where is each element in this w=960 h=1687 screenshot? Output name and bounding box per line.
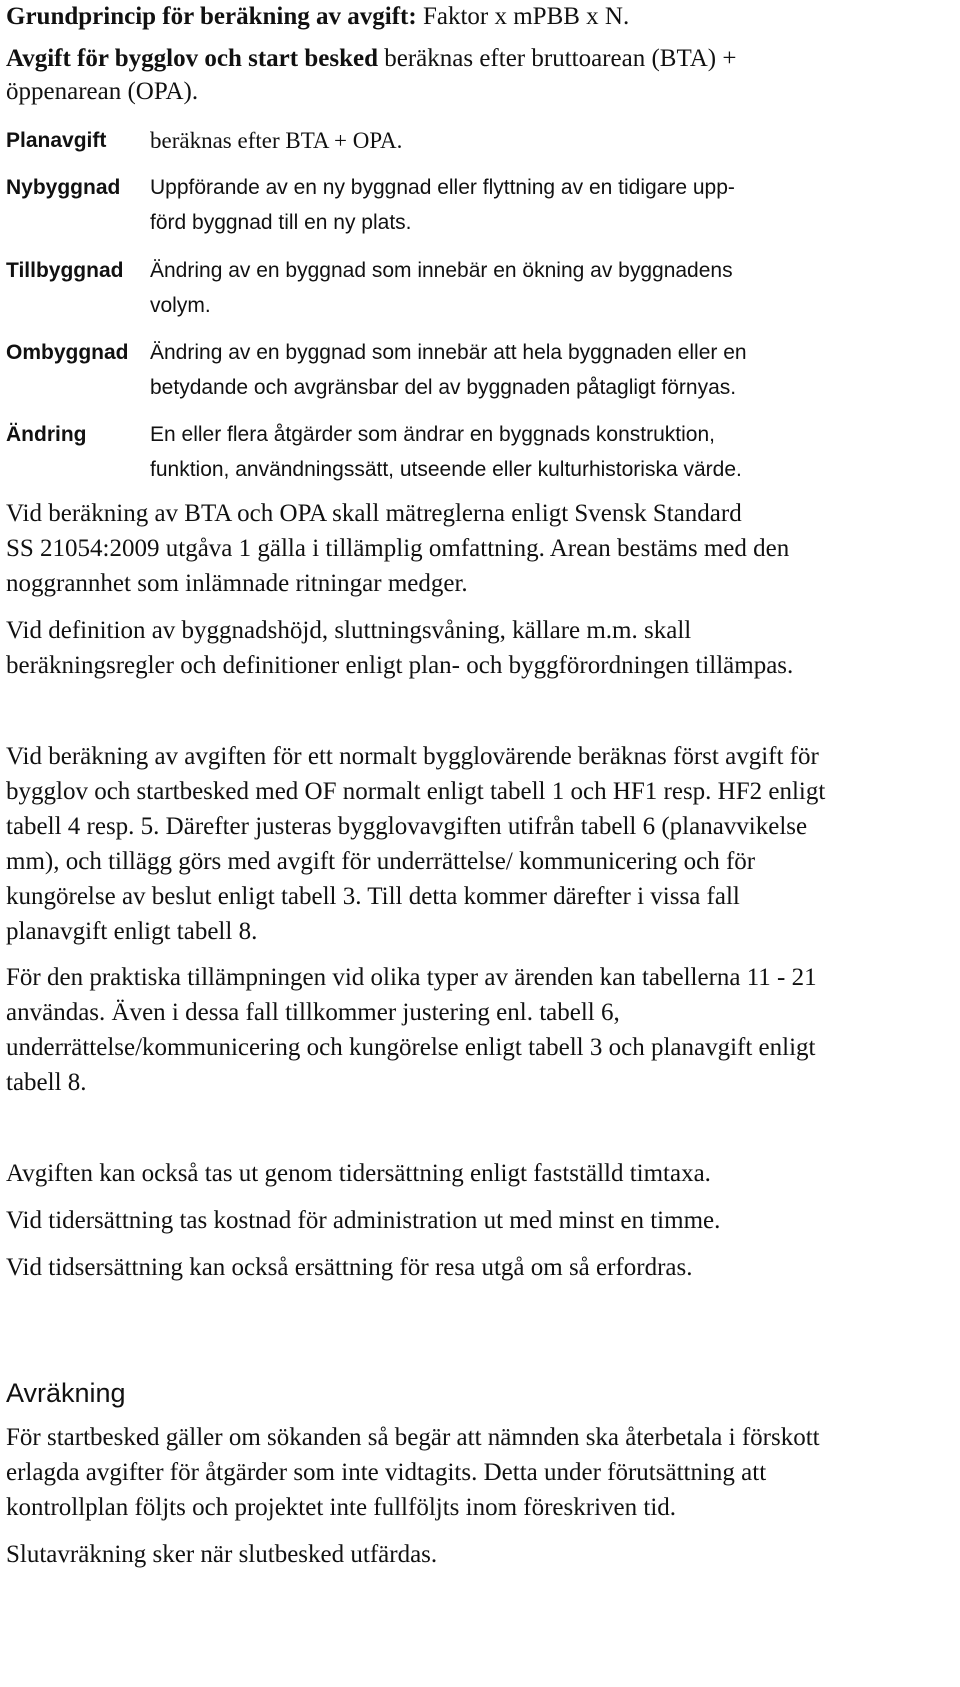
avrakning-line1: För startbesked gäller om sökanden så begär att nämnden ska återbetala i förskott [6,1424,820,1451]
p3-line2: bygglov och startbesked med OF normalt enligt tabell 1 och HF1 resp. HF2 enligt [6,778,826,805]
p1-line3: noggrannhet som inlämnade ritningar medger. [6,570,468,597]
p3-line1: Vid beräkning av avgiften för ett normalt bygglovärende beräknas först avgift för [6,743,819,770]
avgift-bygglov-line2: öppenarean (OPA). [6,78,199,105]
term-andring: Ändring [6,423,87,446]
p3-line6: planavgift enligt tabell 8. [6,918,258,945]
def-andring-line1: En eller flera åtgärder som ändrar en byggnads konstruktion, [150,423,715,446]
def-ombyggnad-line2: betydande och avgränsbar del av byggnaden påtagligt förnyas. [150,376,737,399]
def-nybyggnad-line2: förd byggnad till en ny plats. [150,211,412,234]
grundprincip-label: Grundprincip för beräkning av avgift: [6,3,417,30]
def-andring-line2: funktion, användningssätt, utseende eller kulturhistoriska värde. [150,458,742,481]
grundprincip-line [6,0,629,34]
term-nybyggnad: Nybyggnad [6,176,121,199]
p1-line2: SS 21054:2009 utgåva 1 gälla i tillämplig omfattning. Arean bestäms med den [6,535,790,562]
term-planavgift: Planavgift [6,129,107,152]
p2-line2: beräkningsregler och definitioner enligt plan- och byggförordningen tillämpas. [6,652,794,679]
term-ombyggnad: Ombyggnad [6,341,129,364]
avrakning-line3: kontrollplan följts och projektet inte fullföljts inom föreskriven tid. [6,1494,677,1521]
p5-line1: Avgiften kan också tas ut genom tidersättning enligt fastställd timtaxa. [6,1160,711,1187]
avgift-bygglov-label: Avgift för bygglov och start besked [6,45,378,72]
p6-line1: Vid tidersättning tas kostnad för administration ut med minst en timme. [6,1207,721,1234]
term-tillbyggnad: Tillbyggnad [6,259,124,282]
p1-line1: Vid beräkning av BTA och OPA skall mätreglerna enligt Svensk Standard [6,500,742,527]
p4-line4: tabell 8. [6,1069,87,1096]
avrakning-heading: Avräkning [6,1378,126,1408]
p3-line5: kungörelse av beslut enligt tabell 3. Till detta kommer därefter i vissa fall [6,883,740,910]
def-nybyggnad-line1: Uppförande av en ny byggnad eller flyttning av en tidigare upp- [150,176,735,199]
def-tillbyggnad-line2: volym. [150,294,211,317]
p2-line1: Vid definition av byggnadshöjd, sluttningsvåning, källare m.m. skall [6,617,692,644]
def-planavgift-line1: beräknas efter BTA + OPA. [150,128,403,153]
p4-line1: För den praktiska tillämpningen vid olika typer av ärenden kan tabellerna 11 - 21 [6,964,817,991]
def-tillbyggnad-line1: Ändring av en byggnad som innebär en ökning av byggnadens [150,259,733,282]
p4-line3: underrättelse/kommunicering och kungörelse enligt tabell 3 och planavgift enligt [6,1034,816,1061]
avrakning-line2: erlagda avgifter för åtgärder som inte vidtagits. Detta under förutsättning att [6,1459,767,1486]
grundprincip-formula: Faktor x mPBB x N. [416,3,630,30]
avgift-bygglov-line1 [6,42,736,76]
def-ombyggnad-line1: Ändring av en byggnad som innebär att hela byggnaden eller en [150,341,747,364]
avrakning-final: Slutavräkning sker när slutbesked utfärdas. [6,1541,438,1568]
p3-line3: tabell 4 resp. 5. Därefter justeras bygglovavgiften utifrån tabell 6 (planavvikelse [6,813,808,840]
p3-line4: mm), och tillägg görs med avgift för underrättelse/ kommunicering och för [6,848,756,875]
p7-line1: Vid tidsersättning kan också ersättning för resa utgå om så erfordras. [6,1254,693,1281]
p4-line2: användas. Även i dessa fall tillkommer justering enl. tabell 6, [6,999,620,1026]
avgift-bygglov-text1: beräknas efter bruttoarean (BTA) + [377,45,737,72]
